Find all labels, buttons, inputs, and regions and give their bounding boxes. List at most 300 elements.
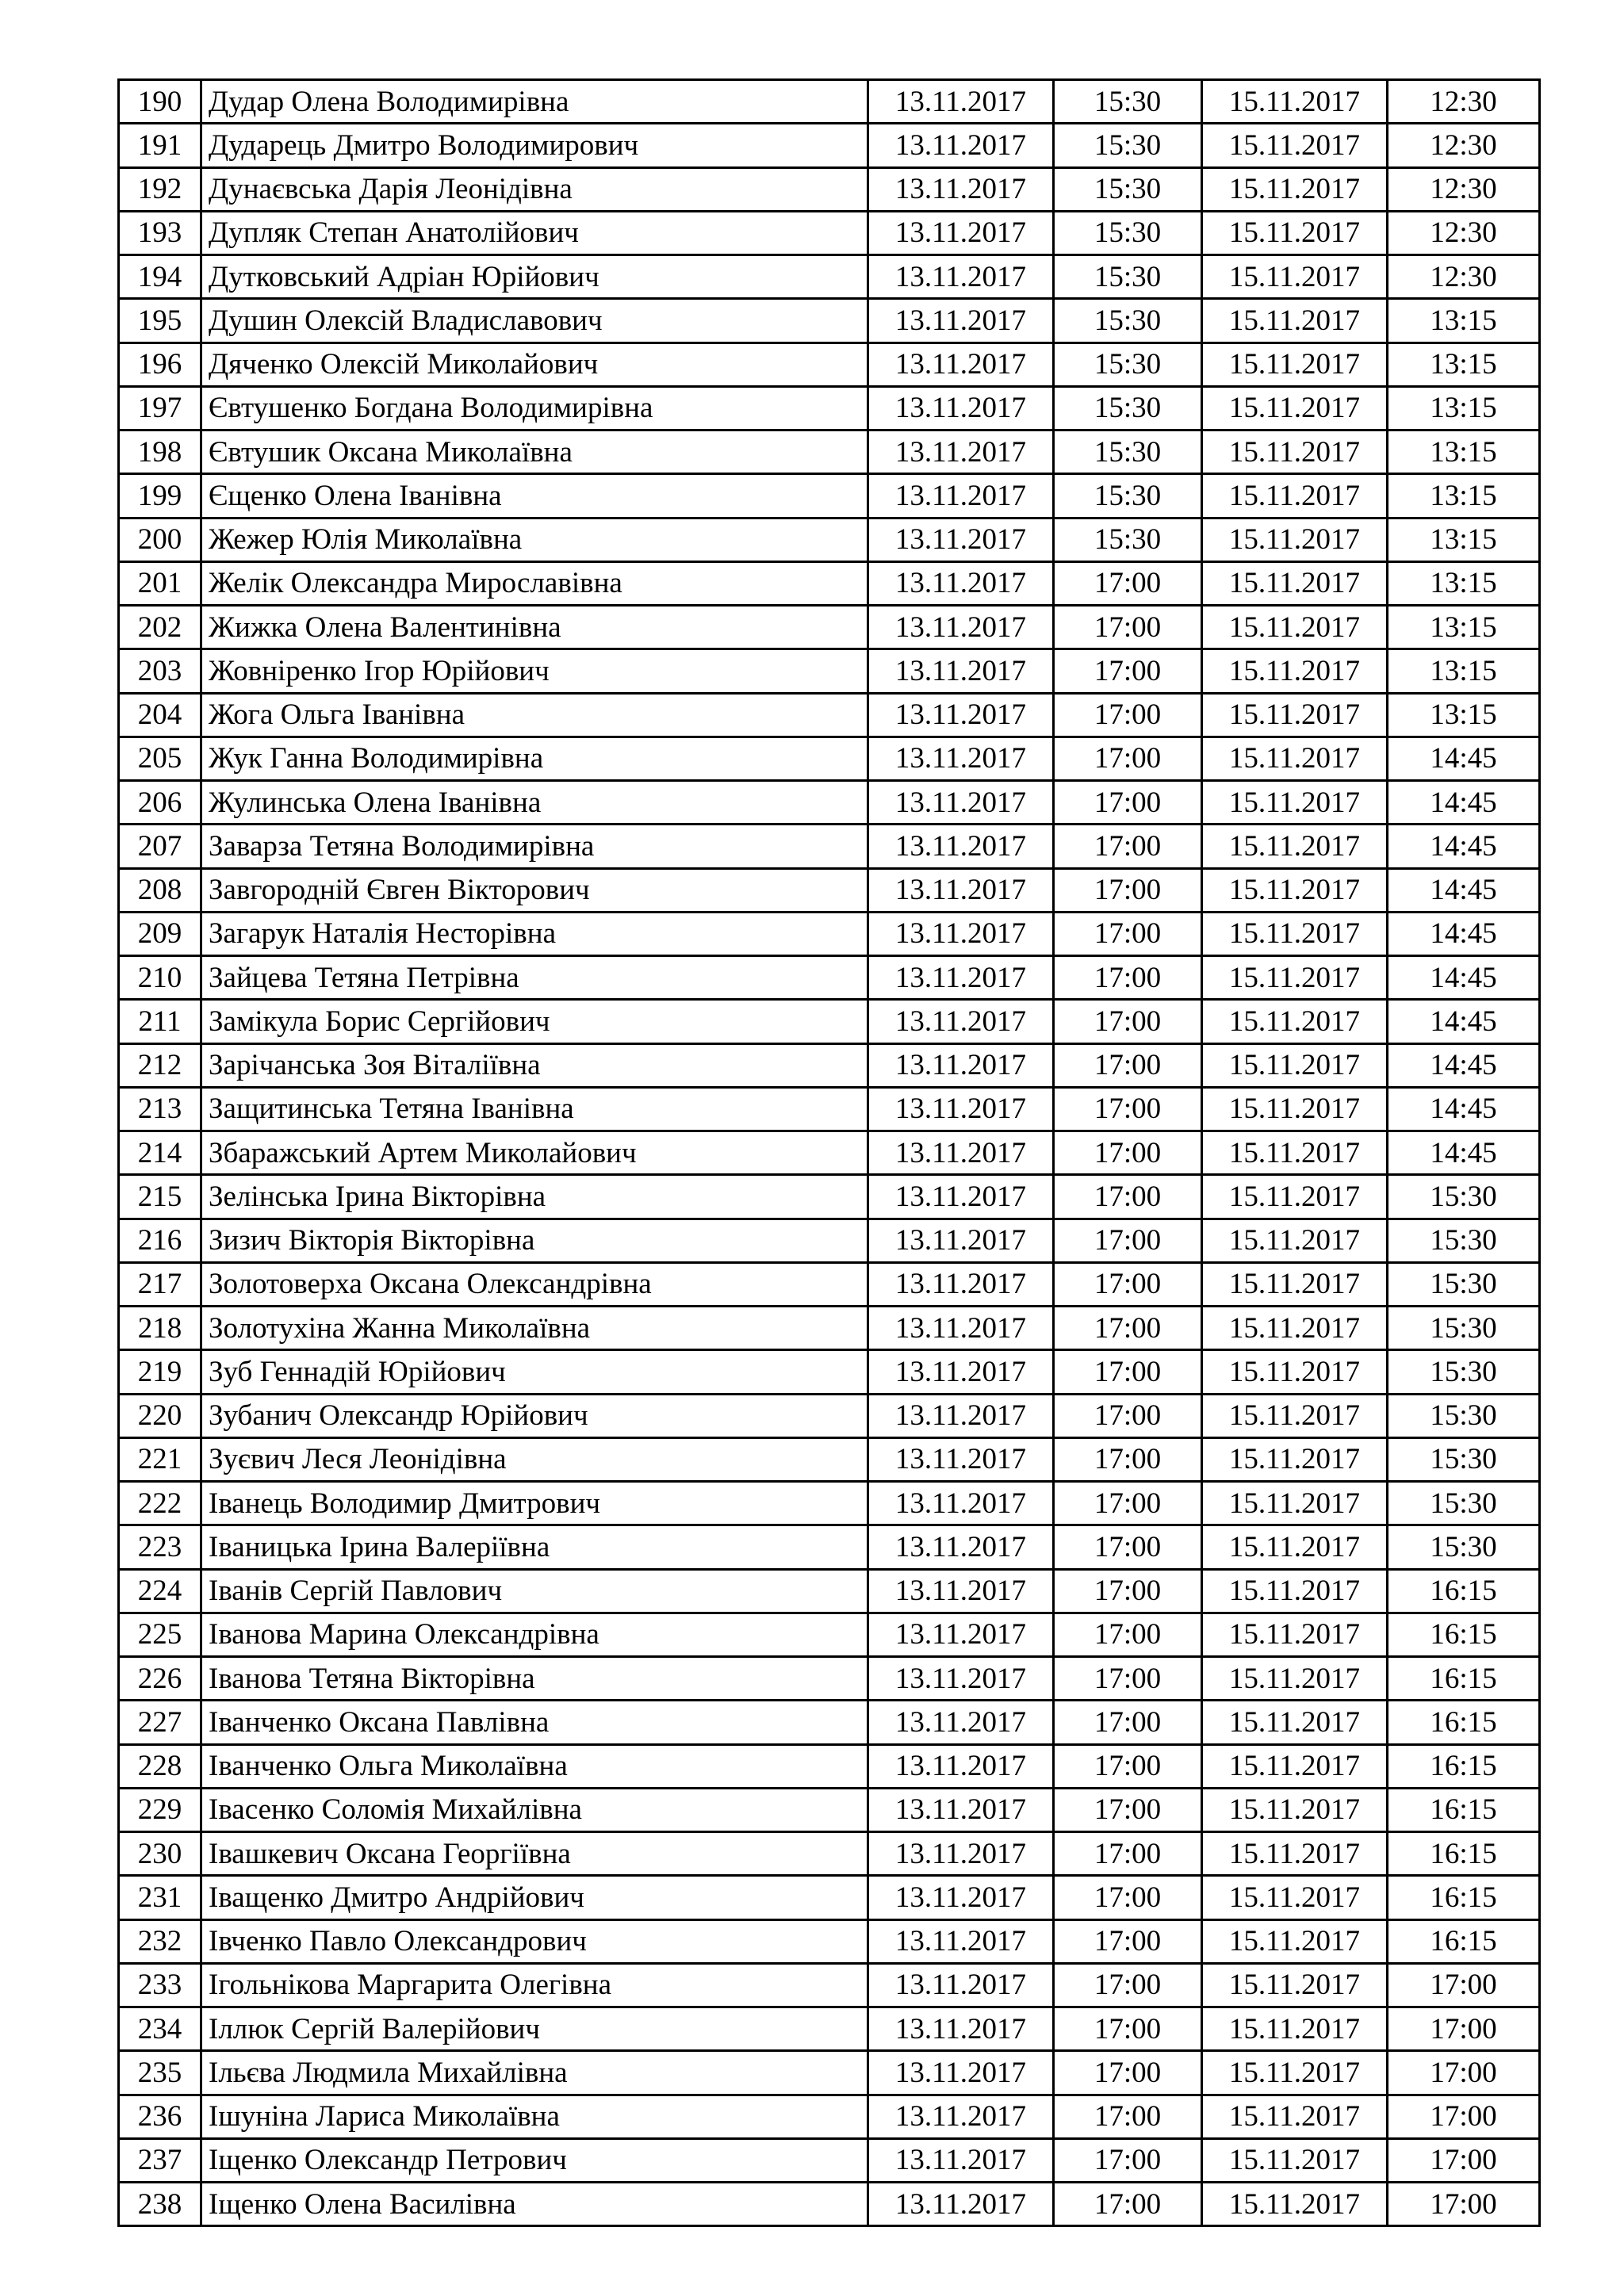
first-time-cell: 17:00 xyxy=(1054,1569,1202,1613)
second-date-cell: 15.11.2017 xyxy=(1202,561,1388,605)
table-row xyxy=(119,518,1540,561)
table-row xyxy=(119,299,1540,342)
first-time-cell: 17:00 xyxy=(1054,1307,1202,1350)
table-row xyxy=(119,606,1540,649)
person-name-cell: Золотоверха Оксана Олександрівна xyxy=(201,1262,868,1306)
second-time-cell: 15:30 xyxy=(1388,1262,1540,1306)
row-number-cell: 191 xyxy=(119,124,201,167)
second-time-cell: 12:30 xyxy=(1388,80,1540,124)
second-time-cell: 12:30 xyxy=(1388,211,1540,254)
table-row xyxy=(119,1307,1540,1350)
first-date-cell: 13.11.2017 xyxy=(868,255,1054,299)
first-time-cell: 17:00 xyxy=(1054,1525,1202,1569)
second-date-cell: 15.11.2017 xyxy=(1202,1262,1388,1306)
person-name-cell: Євтушик Оксана Миколаївна xyxy=(201,430,868,474)
schedule-table-body xyxy=(119,80,1540,2226)
table-row xyxy=(119,1788,1540,1831)
second-time-cell: 14:45 xyxy=(1388,868,1540,912)
person-name-cell: Дудар Олена Володимирівна xyxy=(201,80,868,124)
first-time-cell: 17:00 xyxy=(1054,2095,1202,2138)
person-name-cell: Жежер Юлія Миколаївна xyxy=(201,518,868,561)
row-number-cell: 210 xyxy=(119,956,201,1000)
person-name-cell: Зуб Геннадій Юрійович xyxy=(201,1350,868,1394)
person-name-cell: Зубанич Олександр Юрійович xyxy=(201,1394,868,1437)
row-number-cell: 192 xyxy=(119,167,201,211)
table-row xyxy=(119,2138,1540,2182)
first-date-cell: 13.11.2017 xyxy=(868,1043,1054,1087)
first-date-cell: 13.11.2017 xyxy=(868,80,1054,124)
second-time-cell: 16:15 xyxy=(1388,1919,1540,1963)
table-row xyxy=(119,1043,1540,1087)
second-time-cell: 17:00 xyxy=(1388,2138,1540,2182)
first-date-cell: 13.11.2017 xyxy=(868,167,1054,211)
second-date-cell: 15.11.2017 xyxy=(1202,474,1388,518)
row-number-cell: 220 xyxy=(119,1394,201,1437)
second-date-cell: 15.11.2017 xyxy=(1202,1963,1388,2007)
second-time-cell: 15:30 xyxy=(1388,1482,1540,1525)
row-number-cell: 237 xyxy=(119,2138,201,2182)
second-date-cell: 15.11.2017 xyxy=(1202,2007,1388,2051)
first-date-cell: 13.11.2017 xyxy=(868,1963,1054,2007)
table-row xyxy=(119,1482,1540,1525)
first-date-cell: 13.11.2017 xyxy=(868,1131,1054,1175)
table-row xyxy=(119,1394,1540,1437)
row-number-cell: 199 xyxy=(119,474,201,518)
second-date-cell: 15.11.2017 xyxy=(1202,342,1388,386)
row-number-cell: 235 xyxy=(119,2051,201,2095)
first-date-cell: 13.11.2017 xyxy=(868,1219,1054,1262)
row-number-cell: 221 xyxy=(119,1437,201,1481)
row-number-cell: 200 xyxy=(119,518,201,561)
first-date-cell: 13.11.2017 xyxy=(868,342,1054,386)
second-time-cell: 16:15 xyxy=(1388,1744,1540,1788)
table-row xyxy=(119,1919,1540,1963)
first-time-cell: 15:30 xyxy=(1054,518,1202,561)
second-date-cell: 15.11.2017 xyxy=(1202,1613,1388,1656)
row-number-cell: 224 xyxy=(119,1569,201,1613)
table-row xyxy=(119,1131,1540,1175)
person-name-cell: Зелінська Ірина Вікторівна xyxy=(201,1175,868,1219)
first-date-cell: 13.11.2017 xyxy=(868,2138,1054,2182)
second-date-cell: 15.11.2017 xyxy=(1202,2051,1388,2095)
second-date-cell: 15.11.2017 xyxy=(1202,255,1388,299)
table-row xyxy=(119,1701,1540,1744)
first-date-cell: 13.11.2017 xyxy=(868,124,1054,167)
first-time-cell: 17:00 xyxy=(1054,1394,1202,1437)
first-date-cell: 13.11.2017 xyxy=(868,1175,1054,1219)
table-row xyxy=(119,1350,1540,1394)
first-time-cell: 15:30 xyxy=(1054,386,1202,430)
second-time-cell: 15:30 xyxy=(1388,1350,1540,1394)
person-name-cell: Іванів Сергій Павлович xyxy=(201,1569,868,1613)
second-time-cell: 14:45 xyxy=(1388,1043,1540,1087)
person-name-cell: Золотухіна Жанна Миколаївна xyxy=(201,1307,868,1350)
second-time-cell: 13:15 xyxy=(1388,430,1540,474)
first-date-cell: 13.11.2017 xyxy=(868,912,1054,955)
person-name-cell: Завгородній Євген Вікторович xyxy=(201,868,868,912)
first-date-cell: 13.11.2017 xyxy=(868,606,1054,649)
row-number-cell: 225 xyxy=(119,1613,201,1656)
first-time-cell: 17:00 xyxy=(1054,1701,1202,1744)
person-name-cell: Желік Олександра Мирославівна xyxy=(201,561,868,605)
first-date-cell: 13.11.2017 xyxy=(868,299,1054,342)
second-time-cell: 12:30 xyxy=(1388,167,1540,211)
first-time-cell: 17:00 xyxy=(1054,1963,1202,2007)
person-name-cell: Заварза Тетяна Володимирівна xyxy=(201,825,868,868)
table-row xyxy=(119,386,1540,430)
first-date-cell: 13.11.2017 xyxy=(868,1437,1054,1481)
first-time-cell: 17:00 xyxy=(1054,2007,1202,2051)
person-name-cell: Загарук Наталія Несторівна xyxy=(201,912,868,955)
first-date-cell: 13.11.2017 xyxy=(868,2095,1054,2138)
second-time-cell: 17:00 xyxy=(1388,1963,1540,2007)
second-time-cell: 16:15 xyxy=(1388,1569,1540,1613)
person-name-cell: Збаражський Артем Миколайович xyxy=(201,1131,868,1175)
row-number-cell: 215 xyxy=(119,1175,201,1219)
second-date-cell: 15.11.2017 xyxy=(1202,825,1388,868)
first-time-cell: 17:00 xyxy=(1054,781,1202,825)
row-number-cell: 211 xyxy=(119,1000,201,1043)
second-time-cell: 14:45 xyxy=(1388,1000,1540,1043)
table-row xyxy=(119,1876,1540,1919)
table-row xyxy=(119,1569,1540,1613)
second-date-cell: 15.11.2017 xyxy=(1202,1919,1388,1963)
second-time-cell: 15:30 xyxy=(1388,1219,1540,1262)
person-name-cell: Іллюк Сергій Валерійович xyxy=(201,2007,868,2051)
second-date-cell: 15.11.2017 xyxy=(1202,124,1388,167)
row-number-cell: 232 xyxy=(119,1919,201,1963)
first-date-cell: 13.11.2017 xyxy=(868,1613,1054,1656)
first-time-cell: 15:30 xyxy=(1054,430,1202,474)
first-date-cell: 13.11.2017 xyxy=(868,561,1054,605)
row-number-cell: 222 xyxy=(119,1482,201,1525)
row-number-cell: 216 xyxy=(119,1219,201,1262)
second-time-cell: 16:15 xyxy=(1388,1788,1540,1831)
table-row xyxy=(119,1613,1540,1656)
first-time-cell: 17:00 xyxy=(1054,2183,1202,2226)
first-date-cell: 13.11.2017 xyxy=(868,1876,1054,1919)
person-name-cell: Душин Олексій Владиславович xyxy=(201,299,868,342)
first-time-cell: 17:00 xyxy=(1054,2051,1202,2095)
second-date-cell: 15.11.2017 xyxy=(1202,1394,1388,1437)
first-date-cell: 13.11.2017 xyxy=(868,737,1054,780)
row-number-cell: 212 xyxy=(119,1043,201,1087)
second-time-cell: 17:00 xyxy=(1388,2051,1540,2095)
second-time-cell: 13:15 xyxy=(1388,342,1540,386)
row-number-cell: 195 xyxy=(119,299,201,342)
second-date-cell: 15.11.2017 xyxy=(1202,1175,1388,1219)
second-date-cell: 15.11.2017 xyxy=(1202,606,1388,649)
person-name-cell: Ігольнікова Маргарита Олегівна xyxy=(201,1963,868,2007)
second-date-cell: 15.11.2017 xyxy=(1202,1788,1388,1831)
second-time-cell: 16:15 xyxy=(1388,1657,1540,1701)
table-row xyxy=(119,430,1540,474)
second-time-cell: 13:15 xyxy=(1388,518,1540,561)
first-date-cell: 13.11.2017 xyxy=(868,956,1054,1000)
row-number-cell: 197 xyxy=(119,386,201,430)
first-time-cell: 17:00 xyxy=(1054,825,1202,868)
second-time-cell: 13:15 xyxy=(1388,299,1540,342)
person-name-cell: Дунаєвська Дарія Леонідівна xyxy=(201,167,868,211)
second-date-cell: 15.11.2017 xyxy=(1202,167,1388,211)
row-number-cell: 194 xyxy=(119,255,201,299)
second-date-cell: 15.11.2017 xyxy=(1202,80,1388,124)
first-time-cell: 17:00 xyxy=(1054,1919,1202,1963)
table-row xyxy=(119,211,1540,254)
schedule-table xyxy=(117,78,1541,2227)
person-name-cell: Дупляк Степан Анатолійович xyxy=(201,211,868,254)
second-time-cell: 14:45 xyxy=(1388,1087,1540,1131)
first-time-cell: 17:00 xyxy=(1054,1131,1202,1175)
first-time-cell: 17:00 xyxy=(1054,1043,1202,1087)
second-time-cell: 14:45 xyxy=(1388,912,1540,955)
first-time-cell: 17:00 xyxy=(1054,912,1202,955)
row-number-cell: 230 xyxy=(119,1832,201,1876)
table-row xyxy=(119,2183,1540,2226)
second-date-cell: 15.11.2017 xyxy=(1202,1087,1388,1131)
table-row xyxy=(119,1262,1540,1306)
row-number-cell: 209 xyxy=(119,912,201,955)
person-name-cell: Замікула Борис Сергійович xyxy=(201,1000,868,1043)
first-date-cell: 13.11.2017 xyxy=(868,1525,1054,1569)
second-date-cell: 15.11.2017 xyxy=(1202,912,1388,955)
row-number-cell: 201 xyxy=(119,561,201,605)
table-row xyxy=(119,474,1540,518)
table-row xyxy=(119,342,1540,386)
second-date-cell: 15.11.2017 xyxy=(1202,1043,1388,1087)
second-date-cell: 15.11.2017 xyxy=(1202,693,1388,737)
second-time-cell: 16:15 xyxy=(1388,1613,1540,1656)
first-date-cell: 13.11.2017 xyxy=(868,1657,1054,1701)
row-number-cell: 205 xyxy=(119,737,201,780)
second-time-cell: 12:30 xyxy=(1388,124,1540,167)
second-time-cell: 13:15 xyxy=(1388,649,1540,693)
row-number-cell: 213 xyxy=(119,1087,201,1131)
first-time-cell: 17:00 xyxy=(1054,1613,1202,1656)
second-date-cell: 15.11.2017 xyxy=(1202,649,1388,693)
first-time-cell: 15:30 xyxy=(1054,80,1202,124)
first-time-cell: 17:00 xyxy=(1054,868,1202,912)
table-row xyxy=(119,825,1540,868)
person-name-cell: Єщенко Олена Іванівна xyxy=(201,474,868,518)
row-number-cell: 234 xyxy=(119,2007,201,2051)
person-name-cell: Жовніренко Ігор Юрійович xyxy=(201,649,868,693)
row-number-cell: 238 xyxy=(119,2183,201,2226)
first-time-cell: 15:30 xyxy=(1054,299,1202,342)
first-date-cell: 13.11.2017 xyxy=(868,1482,1054,1525)
second-date-cell: 15.11.2017 xyxy=(1202,1000,1388,1043)
row-number-cell: 214 xyxy=(119,1131,201,1175)
table-row xyxy=(119,1963,1540,2007)
table-row xyxy=(119,693,1540,737)
table-row xyxy=(119,781,1540,825)
first-date-cell: 13.11.2017 xyxy=(868,1350,1054,1394)
table-row xyxy=(119,1000,1540,1043)
person-name-cell: Жук Ганна Володимирівна xyxy=(201,737,868,780)
person-name-cell: Іщенко Олександр Петрович xyxy=(201,2138,868,2182)
person-name-cell: Євтушенко Богдана Володимирівна xyxy=(201,386,868,430)
first-date-cell: 13.11.2017 xyxy=(868,1307,1054,1350)
first-date-cell: 13.11.2017 xyxy=(868,1832,1054,1876)
person-name-cell: Жулинська Олена Іванівна xyxy=(201,781,868,825)
person-name-cell: Іванченко Оксана Павлівна xyxy=(201,1701,868,1744)
person-name-cell: Івашкевич Оксана Георгіївна xyxy=(201,1832,868,1876)
second-time-cell: 14:45 xyxy=(1388,1131,1540,1175)
person-name-cell: Івченко Павло Олександрович xyxy=(201,1919,868,1963)
first-time-cell: 17:00 xyxy=(1054,1482,1202,1525)
person-name-cell: Іванченко Ольга Миколаївна xyxy=(201,1744,868,1788)
person-name-cell: Іщенко Олена Василівна xyxy=(201,2183,868,2226)
row-number-cell: 231 xyxy=(119,1876,201,1919)
first-date-cell: 13.11.2017 xyxy=(868,1262,1054,1306)
second-time-cell: 15:30 xyxy=(1388,1525,1540,1569)
first-date-cell: 13.11.2017 xyxy=(868,474,1054,518)
table-row xyxy=(119,1175,1540,1219)
second-time-cell: 15:30 xyxy=(1388,1307,1540,1350)
table-row xyxy=(119,956,1540,1000)
table-row xyxy=(119,167,1540,211)
first-time-cell: 15:30 xyxy=(1054,167,1202,211)
first-date-cell: 13.11.2017 xyxy=(868,430,1054,474)
second-time-cell: 17:00 xyxy=(1388,2095,1540,2138)
first-time-cell: 17:00 xyxy=(1054,1219,1202,1262)
first-time-cell: 15:30 xyxy=(1054,124,1202,167)
first-time-cell: 17:00 xyxy=(1054,1744,1202,1788)
second-time-cell: 13:15 xyxy=(1388,606,1540,649)
row-number-cell: 203 xyxy=(119,649,201,693)
second-date-cell: 15.11.2017 xyxy=(1202,781,1388,825)
table-row xyxy=(119,124,1540,167)
row-number-cell: 196 xyxy=(119,342,201,386)
second-time-cell: 14:45 xyxy=(1388,825,1540,868)
second-date-cell: 15.11.2017 xyxy=(1202,1525,1388,1569)
table-row xyxy=(119,2051,1540,2095)
person-name-cell: Жога Ольга Іванівна xyxy=(201,693,868,737)
person-name-cell: Зуєвич Леся Леонідівна xyxy=(201,1437,868,1481)
row-number-cell: 218 xyxy=(119,1307,201,1350)
first-time-cell: 17:00 xyxy=(1054,1657,1202,1701)
row-number-cell: 226 xyxy=(119,1657,201,1701)
person-name-cell: Ішуніна Лариса Миколаївна xyxy=(201,2095,868,2138)
first-date-cell: 13.11.2017 xyxy=(868,825,1054,868)
first-time-cell: 17:00 xyxy=(1054,1832,1202,1876)
first-time-cell: 15:30 xyxy=(1054,342,1202,386)
row-number-cell: 198 xyxy=(119,430,201,474)
second-time-cell: 16:15 xyxy=(1388,1832,1540,1876)
second-date-cell: 15.11.2017 xyxy=(1202,1307,1388,1350)
row-number-cell: 190 xyxy=(119,80,201,124)
first-time-cell: 17:00 xyxy=(1054,1000,1202,1043)
row-number-cell: 219 xyxy=(119,1350,201,1394)
second-date-cell: 15.11.2017 xyxy=(1202,1657,1388,1701)
table-row xyxy=(119,737,1540,780)
table-row xyxy=(119,1219,1540,1262)
first-date-cell: 13.11.2017 xyxy=(868,2183,1054,2226)
first-date-cell: 13.11.2017 xyxy=(868,518,1054,561)
second-date-cell: 15.11.2017 xyxy=(1202,1744,1388,1788)
second-date-cell: 15.11.2017 xyxy=(1202,430,1388,474)
table-row xyxy=(119,1437,1540,1481)
second-date-cell: 15.11.2017 xyxy=(1202,956,1388,1000)
first-date-cell: 13.11.2017 xyxy=(868,693,1054,737)
table-row xyxy=(119,2007,1540,2051)
first-date-cell: 13.11.2017 xyxy=(868,1744,1054,1788)
table-row xyxy=(119,1832,1540,1876)
first-date-cell: 13.11.2017 xyxy=(868,1919,1054,1963)
second-date-cell: 15.11.2017 xyxy=(1202,1832,1388,1876)
row-number-cell: 228 xyxy=(119,1744,201,1788)
row-number-cell: 204 xyxy=(119,693,201,737)
first-time-cell: 17:00 xyxy=(1054,2138,1202,2182)
row-number-cell: 233 xyxy=(119,1963,201,2007)
row-number-cell: 207 xyxy=(119,825,201,868)
second-time-cell: 14:45 xyxy=(1388,956,1540,1000)
person-name-cell: Дяченко Олексій Миколайович xyxy=(201,342,868,386)
table-row xyxy=(119,2095,1540,2138)
person-name-cell: Зизич Вікторія Вікторівна xyxy=(201,1219,868,1262)
second-date-cell: 15.11.2017 xyxy=(1202,737,1388,780)
row-number-cell: 227 xyxy=(119,1701,201,1744)
second-date-cell: 15.11.2017 xyxy=(1202,868,1388,912)
first-time-cell: 17:00 xyxy=(1054,1876,1202,1919)
second-date-cell: 15.11.2017 xyxy=(1202,2138,1388,2182)
second-date-cell: 15.11.2017 xyxy=(1202,211,1388,254)
second-date-cell: 15.11.2017 xyxy=(1202,1131,1388,1175)
row-number-cell: 229 xyxy=(119,1788,201,1831)
second-date-cell: 15.11.2017 xyxy=(1202,299,1388,342)
second-date-cell: 15.11.2017 xyxy=(1202,518,1388,561)
second-time-cell: 15:30 xyxy=(1388,1175,1540,1219)
first-date-cell: 13.11.2017 xyxy=(868,1087,1054,1131)
row-number-cell: 206 xyxy=(119,781,201,825)
first-date-cell: 13.11.2017 xyxy=(868,781,1054,825)
table-row xyxy=(119,80,1540,124)
second-date-cell: 15.11.2017 xyxy=(1202,386,1388,430)
first-time-cell: 17:00 xyxy=(1054,1350,1202,1394)
second-time-cell: 15:30 xyxy=(1388,1394,1540,1437)
second-time-cell: 17:00 xyxy=(1388,2007,1540,2051)
person-name-cell: Жижка Олена Валентинівна xyxy=(201,606,868,649)
first-time-cell: 15:30 xyxy=(1054,474,1202,518)
row-number-cell: 193 xyxy=(119,211,201,254)
second-date-cell: 15.11.2017 xyxy=(1202,1876,1388,1919)
table-row xyxy=(119,1744,1540,1788)
second-time-cell: 14:45 xyxy=(1388,737,1540,780)
first-date-cell: 13.11.2017 xyxy=(868,2051,1054,2095)
second-date-cell: 15.11.2017 xyxy=(1202,2095,1388,2138)
second-date-cell: 15.11.2017 xyxy=(1202,1350,1388,1394)
first-date-cell: 13.11.2017 xyxy=(868,1000,1054,1043)
person-name-cell: Зайцева Тетяна Петрівна xyxy=(201,956,868,1000)
first-time-cell: 17:00 xyxy=(1054,693,1202,737)
person-name-cell: Іванова Тетяна Вікторівна xyxy=(201,1657,868,1701)
table-row xyxy=(119,255,1540,299)
row-number-cell: 202 xyxy=(119,606,201,649)
second-date-cell: 15.11.2017 xyxy=(1202,1482,1388,1525)
person-name-cell: Защитинська Тетяна Іванівна xyxy=(201,1087,868,1131)
person-name-cell: Дутковський Адріан Юрійович xyxy=(201,255,868,299)
second-date-cell: 15.11.2017 xyxy=(1202,1437,1388,1481)
first-time-cell: 17:00 xyxy=(1054,649,1202,693)
second-time-cell: 16:15 xyxy=(1388,1701,1540,1744)
row-number-cell: 223 xyxy=(119,1525,201,1569)
second-date-cell: 15.11.2017 xyxy=(1202,1569,1388,1613)
row-number-cell: 236 xyxy=(119,2095,201,2138)
person-name-cell: Іванець Володимир Дмитрович xyxy=(201,1482,868,1525)
table-row xyxy=(119,912,1540,955)
second-time-cell: 13:15 xyxy=(1388,693,1540,737)
first-time-cell: 17:00 xyxy=(1054,606,1202,649)
